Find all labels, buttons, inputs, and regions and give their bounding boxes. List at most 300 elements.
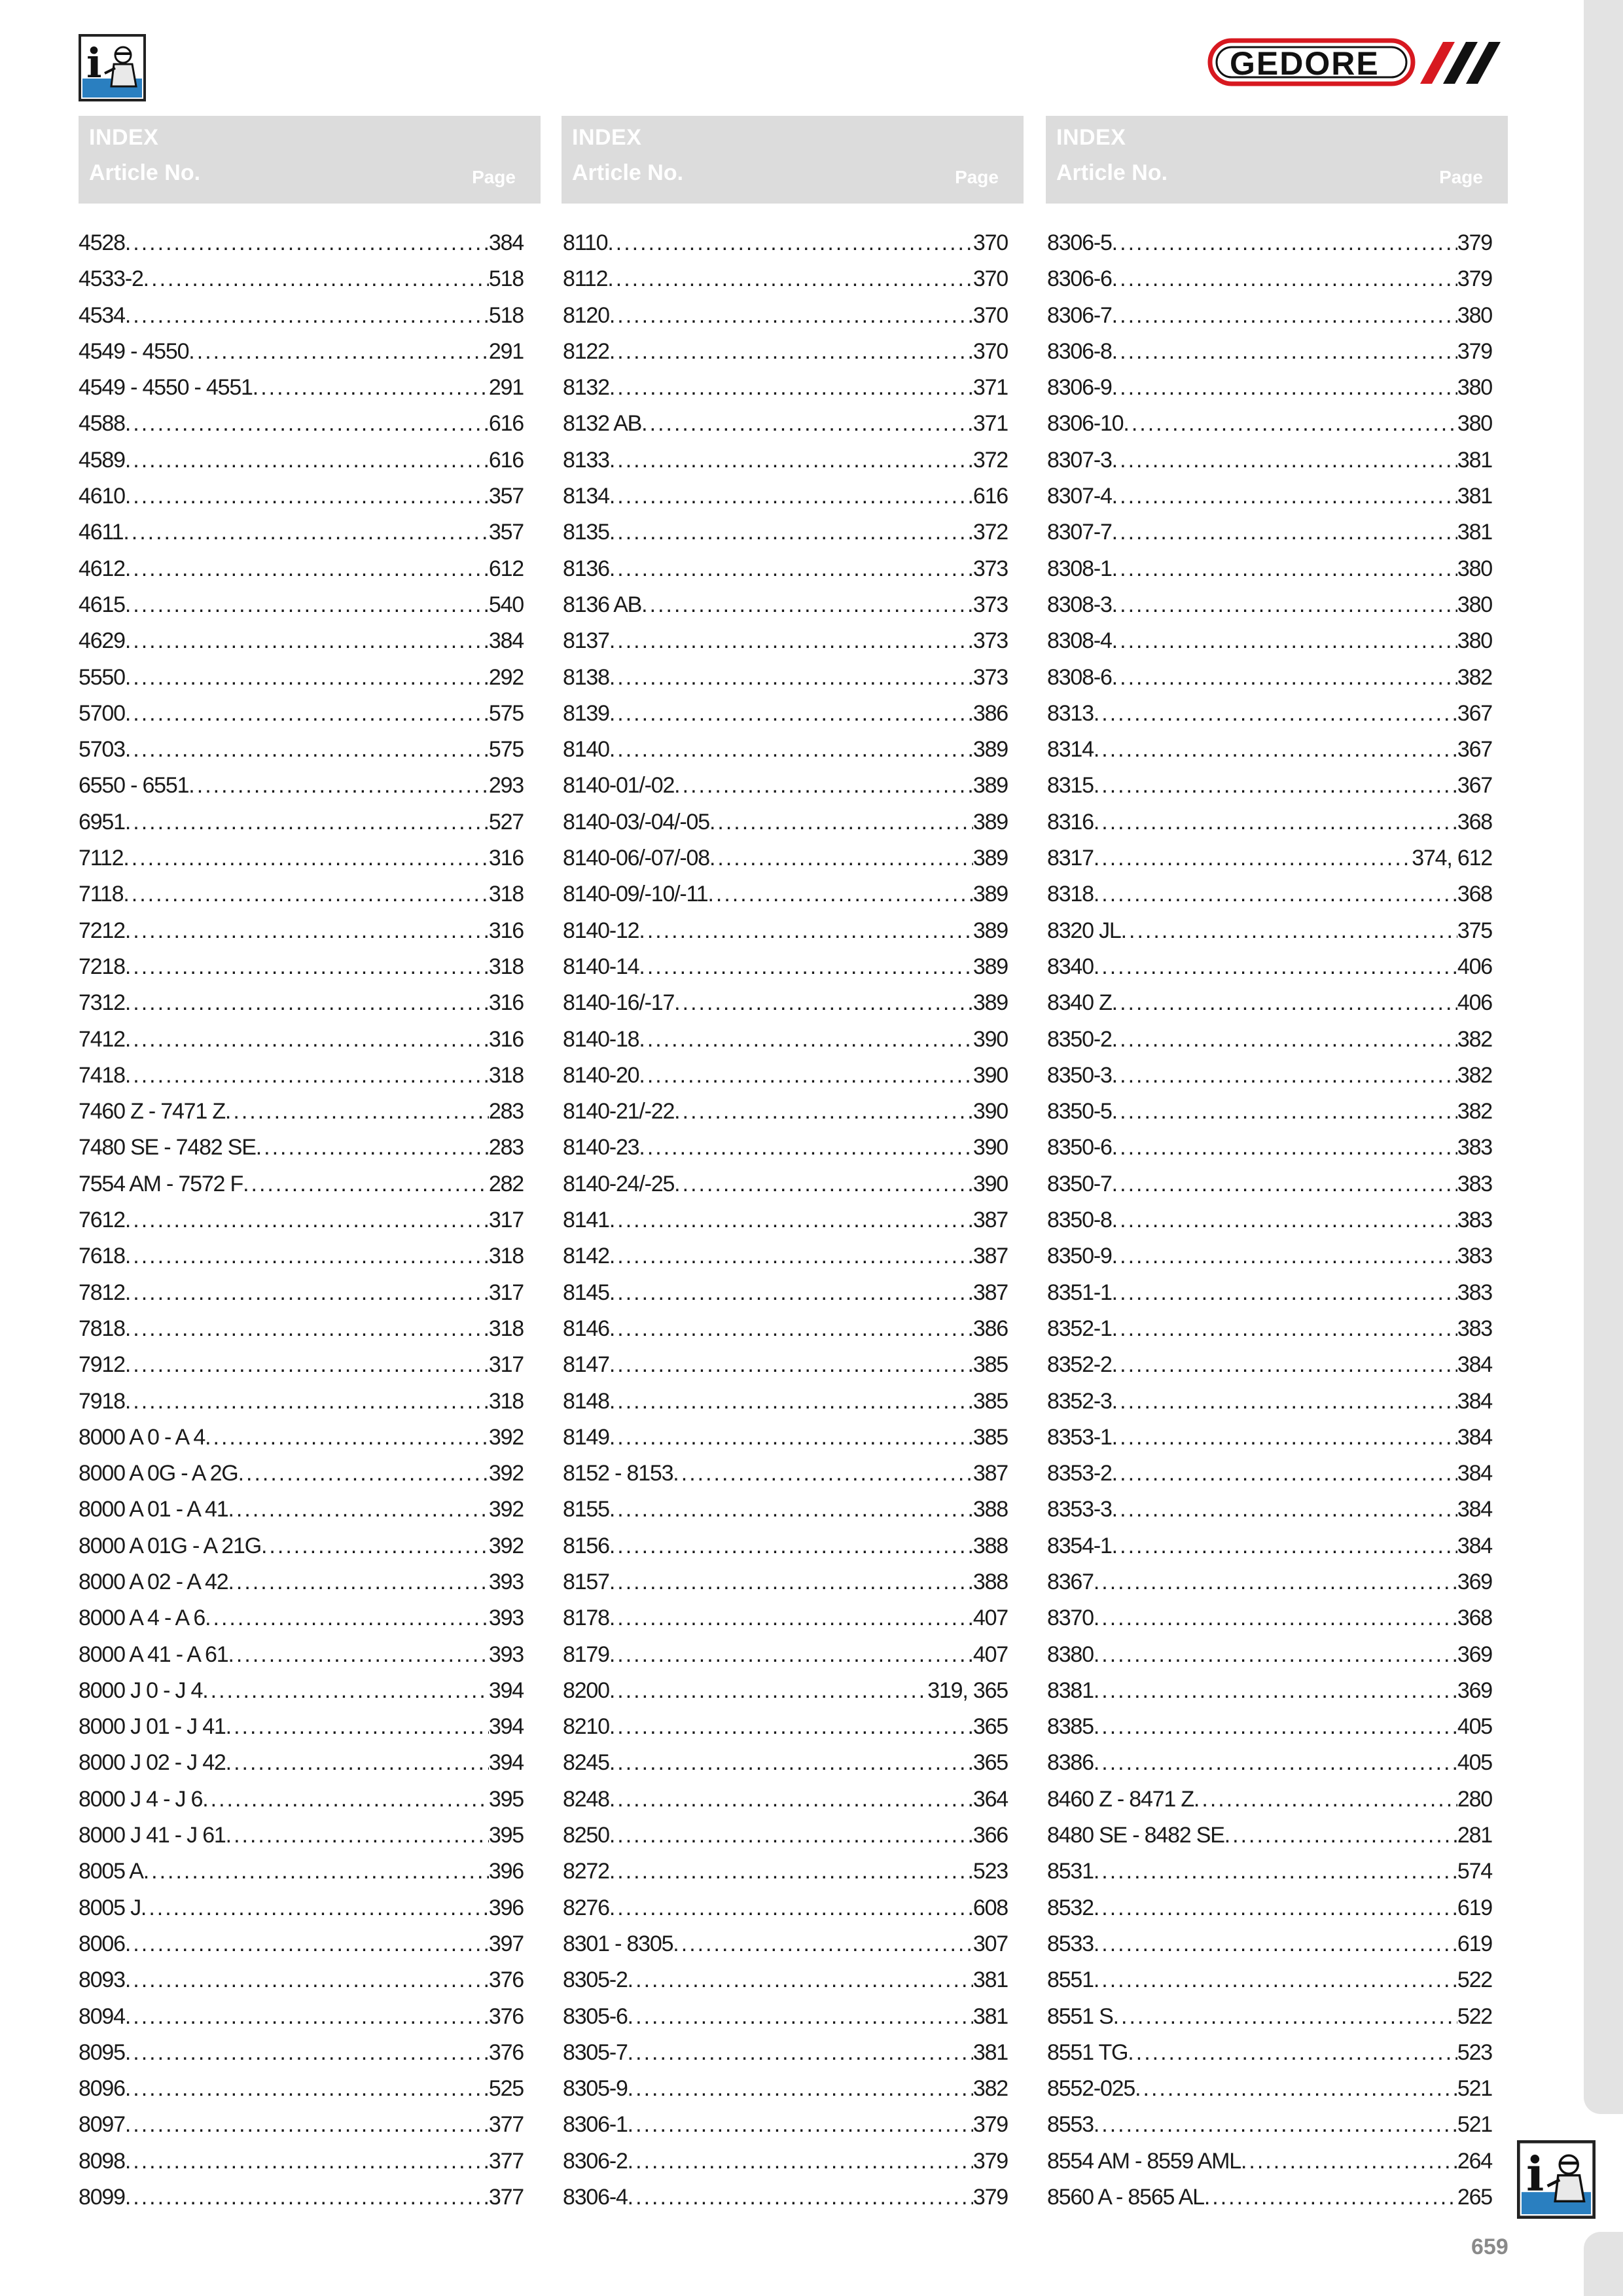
dot-leader <box>125 701 489 726</box>
dot-leader <box>674 1099 973 1124</box>
page-reference[interactable]: 379 <box>972 2148 1008 2174</box>
page-reference[interactable]: 407 <box>972 1605 1008 1631</box>
article-number: 8367 <box>1047 1569 1094 1594</box>
dot-leader <box>143 1859 489 1884</box>
page-reference[interactable]: 382 <box>1457 1099 1492 1124</box>
article-number: 4549 - 4550 <box>79 338 189 364</box>
index-row <box>1047 1678 1492 1714</box>
page-reference[interactable]: 389 <box>972 773 1008 798</box>
page-reference[interactable]: 369 <box>1457 1677 1492 1703</box>
index-row <box>79 2076 524 2112</box>
page-reference[interactable]: 316 <box>488 918 524 943</box>
article-number: 8305-2 <box>563 1967 628 1993</box>
gedore-logo <box>1207 38 1508 88</box>
page-reference[interactable]: 393 <box>488 1569 524 1594</box>
page-reference[interactable]: 368 <box>1457 809 1492 834</box>
article-number: 5703 <box>79 737 125 762</box>
page-reference[interactable]: 390 <box>972 1171 1008 1196</box>
page-reference[interactable]: 373 <box>972 556 1008 581</box>
article-number: 8148 <box>563 1388 609 1414</box>
index-row <box>79 665 524 701</box>
dot-leader <box>641 592 973 618</box>
article-number: 8560 A - 8565 AL <box>1047 2185 1204 2210</box>
page-reference[interactable]: 380 <box>1457 411 1492 437</box>
index-row <box>1047 411 1492 447</box>
article-number: 8305-6 <box>563 2003 628 2029</box>
page-reference[interactable]: 521 <box>1457 2112 1492 2138</box>
article-number: 8350-8 <box>1047 1208 1112 1233</box>
page-reference[interactable]: 390 <box>972 1099 1008 1124</box>
page-reference[interactable]: 383 <box>1457 1316 1492 1341</box>
dot-leader <box>125 2149 489 2174</box>
dot-leader <box>125 556 489 582</box>
page-reference[interactable]: 390 <box>972 1135 1008 1160</box>
page-reference[interactable]: 540 <box>488 592 524 617</box>
page-reference[interactable]: 394 <box>488 1750 524 1776</box>
page-reference[interactable]: 265 <box>1457 2185 1492 2210</box>
article-number: 8138 <box>563 664 609 690</box>
article-number: 7460 Z - 7471 Z <box>79 1099 225 1124</box>
page-reference[interactable]: 370 <box>972 266 1008 292</box>
dot-leader <box>607 266 973 292</box>
page-reference[interactable]: 293 <box>488 773 524 798</box>
page-reference[interactable]: 307 <box>972 1931 1008 1956</box>
page-reference[interactable]: 523 <box>1457 2039 1492 2065</box>
page-reference[interactable]: 394 <box>488 1714 524 1740</box>
page-reference[interactable]: 380 <box>1457 375 1492 401</box>
page-reference[interactable]: 381 <box>972 1967 1008 1993</box>
index-row <box>79 773 524 809</box>
page-reference[interactable]: 616 <box>488 411 524 437</box>
index-row <box>1047 1389 1492 1425</box>
article-number: 8005 A <box>79 1859 143 1884</box>
dot-leader <box>609 1316 973 1342</box>
index-row <box>563 1642 1008 1678</box>
page-reference[interactable]: 357 <box>488 520 524 545</box>
article-number: 8318 <box>1047 882 1094 907</box>
dot-leader <box>1112 484 1457 509</box>
dot-leader <box>609 1244 973 1269</box>
page-reference[interactable]: 389 <box>972 954 1008 979</box>
index-row <box>1047 266 1492 302</box>
page-reference[interactable]: 373 <box>972 664 1008 690</box>
page-reference[interactable]: 574 <box>1457 1859 1492 1884</box>
dot-leader <box>1112 628 1457 654</box>
dot-leader <box>1094 773 1457 798</box>
index-row <box>1047 1859 1492 1895</box>
article-number: 8156 <box>563 1533 609 1558</box>
index-row <box>563 1352 1008 1388</box>
index-row <box>79 1895 524 1931</box>
index-row <box>563 266 1008 302</box>
page-reference[interactable]: 368 <box>1457 882 1492 907</box>
page-reference[interactable]: 281 <box>1457 1823 1492 1848</box>
page-reference[interactable]: 379 <box>1457 266 1492 292</box>
page-reference[interactable]: 384 <box>1457 1533 1492 1558</box>
index-row <box>79 1534 524 1570</box>
page-reference[interactable]: 357 <box>488 484 524 509</box>
page-reference[interactable]: 521 <box>1457 2076 1492 2102</box>
page-reference[interactable]: 366 <box>972 1823 1008 1848</box>
page-reference[interactable]: 365 <box>972 1750 1008 1776</box>
article-number: 8006 <box>79 1931 125 1956</box>
page-reference[interactable]: 405 <box>1457 1714 1492 1740</box>
index-row <box>563 1389 1008 1425</box>
page-reference[interactable]: 575 <box>488 700 524 726</box>
page-reference[interactable]: 382 <box>1457 1062 1492 1088</box>
page-reference[interactable]: 392 <box>488 1533 524 1558</box>
page-reference[interactable]: 377 <box>488 2148 524 2174</box>
dot-leader <box>1112 665 1457 691</box>
page-reference[interactable]: 393 <box>488 1641 524 1667</box>
page-reference[interactable]: 396 <box>488 1895 524 1920</box>
dot-leader <box>609 1787 973 1812</box>
page-reference[interactable]: 384 <box>1457 1352 1492 1378</box>
page-reference[interactable]: 394 <box>488 1677 524 1703</box>
page-reference[interactable]: 384 <box>1457 1388 1492 1414</box>
index-row <box>79 1678 524 1714</box>
page-reference[interactable]: 318 <box>488 1244 524 1269</box>
page-reference[interactable]: 390 <box>972 1026 1008 1052</box>
page-reference[interactable]: 385 <box>972 1388 1008 1414</box>
page-reference[interactable]: 392 <box>488 1497 524 1522</box>
page-reference[interactable]: 384 <box>488 230 524 255</box>
article-label: Article No. <box>572 160 684 185</box>
index-row <box>79 1750 524 1786</box>
article-number: 8178 <box>563 1605 609 1631</box>
index-row <box>79 1461 524 1497</box>
page-reference[interactable]: 616 <box>488 447 524 473</box>
page-reference[interactable]: 385 <box>972 1424 1008 1450</box>
page-reference[interactable]: 389 <box>972 918 1008 943</box>
article-number: 8352-2 <box>1047 1352 1112 1378</box>
index-row <box>563 990 1008 1026</box>
page-reference[interactable]: 527 <box>488 809 524 834</box>
article-number: 6550 - 6551 <box>79 773 189 798</box>
page-reference[interactable]: 318 <box>488 882 524 907</box>
page-reference[interactable]: 387 <box>972 1244 1008 1269</box>
article-number: 8095 <box>79 2039 125 2065</box>
column-header-1 <box>79 116 541 204</box>
dot-leader <box>123 882 489 907</box>
page-reference[interactable]: 383 <box>1457 1135 1492 1160</box>
dot-leader <box>226 1823 489 1848</box>
page-reference[interactable]: 382 <box>972 2076 1008 2102</box>
page-reference[interactable]: 523 <box>972 1859 1008 1884</box>
page-reference[interactable]: 379 <box>1457 230 1492 255</box>
article-number: 8137 <box>563 628 609 654</box>
page-reference[interactable]: 375 <box>1457 918 1492 943</box>
page-reference[interactable]: 612 <box>488 556 524 581</box>
dot-leader <box>1094 882 1457 907</box>
page-reference[interactable]: 280 <box>1457 1786 1492 1812</box>
article-number: 4549 - 4550 - 4551 <box>79 375 253 401</box>
index-row <box>563 1714 1008 1750</box>
dot-leader <box>628 2149 973 2174</box>
page-reference[interactable]: 387 <box>972 1280 1008 1305</box>
index-row <box>563 448 1008 484</box>
page-reference[interactable]: 318 <box>488 1388 524 1414</box>
page-reference[interactable]: 318 <box>488 954 524 979</box>
page-reference[interactable]: 389 <box>972 882 1008 907</box>
page-reference[interactable]: 318 <box>488 1062 524 1088</box>
index-row <box>79 339 524 375</box>
article-number: 8350-2 <box>1047 1026 1112 1052</box>
side-tab-strip <box>1584 0 1623 2114</box>
page-reference[interactable]: 575 <box>488 737 524 762</box>
dot-leader <box>1112 1425 1457 1450</box>
page-reference[interactable]: 319, 365 <box>927 1677 1008 1703</box>
page-reference[interactable]: 616 <box>972 484 1008 509</box>
page-reference[interactable]: 407 <box>972 1641 1008 1667</box>
page-reference[interactable]: 371 <box>972 411 1008 437</box>
page-reference[interactable]: 395 <box>488 1823 524 1848</box>
article-number: 8307-4 <box>1047 484 1112 509</box>
index-row <box>563 1570 1008 1605</box>
article-number: 8307-3 <box>1047 447 1112 473</box>
page-reference[interactable]: 384 <box>1457 1424 1492 1450</box>
page-reference[interactable]: 317 <box>488 1208 524 1233</box>
article-number: 8320 JL <box>1047 918 1121 943</box>
index-row <box>79 1244 524 1280</box>
page-reference[interactable]: 377 <box>488 2185 524 2210</box>
article-number: 7912 <box>79 1352 125 1378</box>
page-reference[interactable]: 316 <box>488 846 524 871</box>
dot-leader <box>1112 592 1457 618</box>
article-number: 6951 <box>79 809 125 834</box>
page-reference[interactable]: 376 <box>488 1967 524 1993</box>
article-number: 8307-7 <box>1047 520 1112 545</box>
article-number: 8552-025 <box>1047 2076 1135 2102</box>
page-reference[interactable]: 292 <box>488 664 524 690</box>
index-row <box>79 1280 524 1316</box>
page-reference[interactable]: 376 <box>488 2003 524 2029</box>
article-number: 8272 <box>563 1859 609 1884</box>
dot-leader <box>609 1714 973 1740</box>
dot-leader <box>639 1027 972 1052</box>
page-reference[interactable]: 317 <box>488 1280 524 1305</box>
page-reference[interactable]: 377 <box>488 2112 524 2138</box>
page-reference[interactable]: 383 <box>1457 1208 1492 1233</box>
page-reference[interactable]: 283 <box>488 1099 524 1124</box>
dot-leader <box>609 628 973 654</box>
page-reference[interactable]: 388 <box>972 1533 1008 1558</box>
article-number: 8354-1 <box>1047 1533 1112 1558</box>
index-row <box>79 810 524 846</box>
column-header-2 <box>562 116 1024 204</box>
page-reference[interactable]: 381 <box>1457 520 1492 545</box>
page-reference[interactable]: 406 <box>1457 954 1492 979</box>
dot-leader <box>123 846 489 871</box>
article-number: 8157 <box>563 1569 609 1594</box>
dot-leader <box>225 1099 489 1124</box>
article-number: 8000 J 4 - J 6 <box>79 1786 203 1812</box>
index-row <box>79 1172 524 1208</box>
page-reference[interactable]: 369 <box>1457 1641 1492 1667</box>
index-row <box>1047 1750 1492 1786</box>
page-reference[interactable]: 608 <box>972 1895 1008 1920</box>
page-reference[interactable]: 389 <box>972 809 1008 834</box>
page-reference[interactable]: 388 <box>972 1497 1008 1522</box>
index-row <box>563 2076 1008 2112</box>
page-reference[interactable]: 382 <box>1457 664 1492 690</box>
dot-leader <box>1112 1280 1457 1306</box>
page-reference[interactable]: 383 <box>1457 1244 1492 1269</box>
page-reference[interactable]: 383 <box>1457 1171 1492 1196</box>
index-label: INDEX <box>1056 125 1126 150</box>
page-reference[interactable]: 380 <box>1457 556 1492 581</box>
page-reference[interactable]: 367 <box>1457 737 1492 762</box>
index-row <box>563 1859 1008 1895</box>
page-reference[interactable]: 368 <box>1457 1605 1492 1631</box>
page-reference[interactable]: 381 <box>1457 484 1492 509</box>
index-row <box>79 954 524 990</box>
page-reference[interactable]: 522 <box>1457 2003 1492 2029</box>
page-reference[interactable]: 372 <box>972 447 1008 473</box>
page-reference[interactable]: 373 <box>972 592 1008 617</box>
page-reference[interactable]: 406 <box>1457 990 1492 1016</box>
article-number: 8306-10 <box>1047 411 1124 437</box>
page-reference[interactable]: 282 <box>488 1171 524 1196</box>
index-row <box>79 1787 524 1823</box>
page-reference[interactable]: 379 <box>972 2112 1008 2138</box>
index-row <box>79 990 524 1026</box>
page-reference[interactable]: 291 <box>488 338 524 364</box>
page-reference[interactable]: 384 <box>1457 1461 1492 1486</box>
index-row <box>79 846 524 882</box>
article-number: 8140-23 <box>563 1135 639 1160</box>
article-number: 8000 A 0G - A 2G <box>79 1461 238 1486</box>
article-number: 8005 J <box>79 1895 141 1920</box>
page-reference[interactable]: 317 <box>488 1352 524 1378</box>
page-reference[interactable]: 395 <box>488 1786 524 1812</box>
article-number: 8554 AM - 8559 AML <box>1047 2148 1241 2174</box>
dot-leader <box>1094 846 1412 871</box>
index-row <box>79 411 524 447</box>
page-reference[interactable]: 387 <box>972 1461 1008 1486</box>
page-reference[interactable]: 389 <box>972 737 1008 762</box>
page-reference[interactable]: 396 <box>488 1859 524 1884</box>
article-number: 8305-7 <box>563 2039 628 2065</box>
index-row <box>1047 1425 1492 1461</box>
page-reference[interactable]: 381 <box>972 2003 1008 2029</box>
index-row <box>563 1027 1008 1063</box>
page-reference[interactable]: 389 <box>972 846 1008 871</box>
page-reference[interactable]: 376 <box>488 2039 524 2065</box>
page-reference[interactable]: 380 <box>1457 628 1492 654</box>
info-mechanic-icon[interactable] <box>1517 2140 1596 2219</box>
page-reference[interactable]: 371 <box>972 375 1008 401</box>
article-number: 8340 Z <box>1047 990 1112 1016</box>
dot-leader <box>228 1570 488 1595</box>
page-reference[interactable]: 525 <box>488 2076 524 2102</box>
index-row <box>1047 665 1492 701</box>
index-row <box>563 1605 1008 1641</box>
page-reference[interactable]: 518 <box>488 266 524 292</box>
index-row <box>563 1534 1008 1570</box>
page-reference[interactable]: 367 <box>1457 700 1492 726</box>
page-reference[interactable]: 316 <box>488 990 524 1016</box>
page-reference[interactable]: 379 <box>972 2185 1008 2210</box>
page-reference[interactable]: 370 <box>972 230 1008 255</box>
page-reference[interactable]: 373 <box>972 628 1008 654</box>
page-reference[interactable]: 390 <box>972 1062 1008 1088</box>
page-reference[interactable]: 385 <box>972 1352 1008 1378</box>
page-reference[interactable]: 518 <box>488 302 524 328</box>
dot-leader <box>1121 918 1457 944</box>
page-reference[interactable]: 619 <box>1457 1931 1492 1956</box>
index-row <box>79 1027 524 1063</box>
page-label: Page <box>472 167 516 187</box>
page-reference[interactable]: 367 <box>1457 773 1492 798</box>
dot-leader <box>639 1135 972 1160</box>
index-row <box>79 918 524 954</box>
page-reference[interactable]: 619 <box>1457 1895 1492 1920</box>
article-number: 8532 <box>1047 1895 1094 1920</box>
dot-leader <box>609 448 973 473</box>
article-label: Article No. <box>89 160 201 185</box>
page-reference[interactable]: 370 <box>972 302 1008 328</box>
dot-leader <box>228 1642 488 1668</box>
page-reference[interactable]: 389 <box>972 990 1008 1016</box>
page-reference[interactable]: 364 <box>972 1786 1008 1812</box>
page-reference[interactable]: 383 <box>1457 1280 1492 1305</box>
dot-leader <box>609 1605 973 1631</box>
page-reference[interactable]: 392 <box>488 1424 524 1450</box>
page-reference[interactable]: 379 <box>1457 338 1492 364</box>
page-reference[interactable]: 382 <box>1457 1026 1492 1052</box>
page-reference[interactable]: 318 <box>488 1316 524 1341</box>
page-reference[interactable]: 372 <box>972 520 1008 545</box>
dot-leader <box>1224 1823 1457 1848</box>
page-reference[interactable]: 405 <box>1457 1750 1492 1776</box>
dot-leader <box>1112 1063 1457 1088</box>
index-row <box>563 1931 1008 1967</box>
page-reference[interactable]: 370 <box>972 338 1008 364</box>
article-number: 8352-3 <box>1047 1388 1112 1414</box>
index-row <box>79 1714 524 1750</box>
index-row <box>1047 810 1492 846</box>
page-label: Page <box>1439 167 1483 187</box>
page-reference[interactable]: 392 <box>488 1461 524 1486</box>
page-reference[interactable]: 522 <box>1457 1967 1492 1993</box>
page-reference[interactable]: 384 <box>1457 1497 1492 1522</box>
page-reference[interactable]: 386 <box>972 700 1008 726</box>
page-reference[interactable]: 365 <box>972 1714 1008 1740</box>
page-reference[interactable]: 291 <box>488 375 524 401</box>
page-reference[interactable]: 264 <box>1457 2148 1492 2174</box>
page-reference[interactable]: 393 <box>488 1605 524 1631</box>
article-number: 8140-12 <box>563 918 639 943</box>
dot-leader <box>609 1497 973 1522</box>
index-row <box>1047 2040 1492 2076</box>
page-reference[interactable]: 397 <box>488 1931 524 1956</box>
page-reference[interactable]: 316 <box>488 1026 524 1052</box>
page-reference[interactable]: 283 <box>488 1135 524 1160</box>
page-reference[interactable]: 381 <box>1457 447 1492 473</box>
page-reference[interactable]: 387 <box>972 1208 1008 1233</box>
page-reference[interactable]: 380 <box>1457 302 1492 328</box>
page-reference[interactable]: 381 <box>972 2039 1008 2065</box>
page-reference[interactable]: 386 <box>972 1316 1008 1341</box>
article-number: 8132 AB <box>563 411 642 437</box>
page-reference[interactable]: 374, 612 <box>1412 846 1492 871</box>
page-reference[interactable]: 369 <box>1457 1569 1492 1594</box>
page-reference[interactable]: 380 <box>1457 592 1492 617</box>
page-reference[interactable]: 388 <box>972 1569 1008 1594</box>
article-number: 8140-20 <box>563 1062 639 1088</box>
page-reference[interactable]: 384 <box>488 628 524 654</box>
